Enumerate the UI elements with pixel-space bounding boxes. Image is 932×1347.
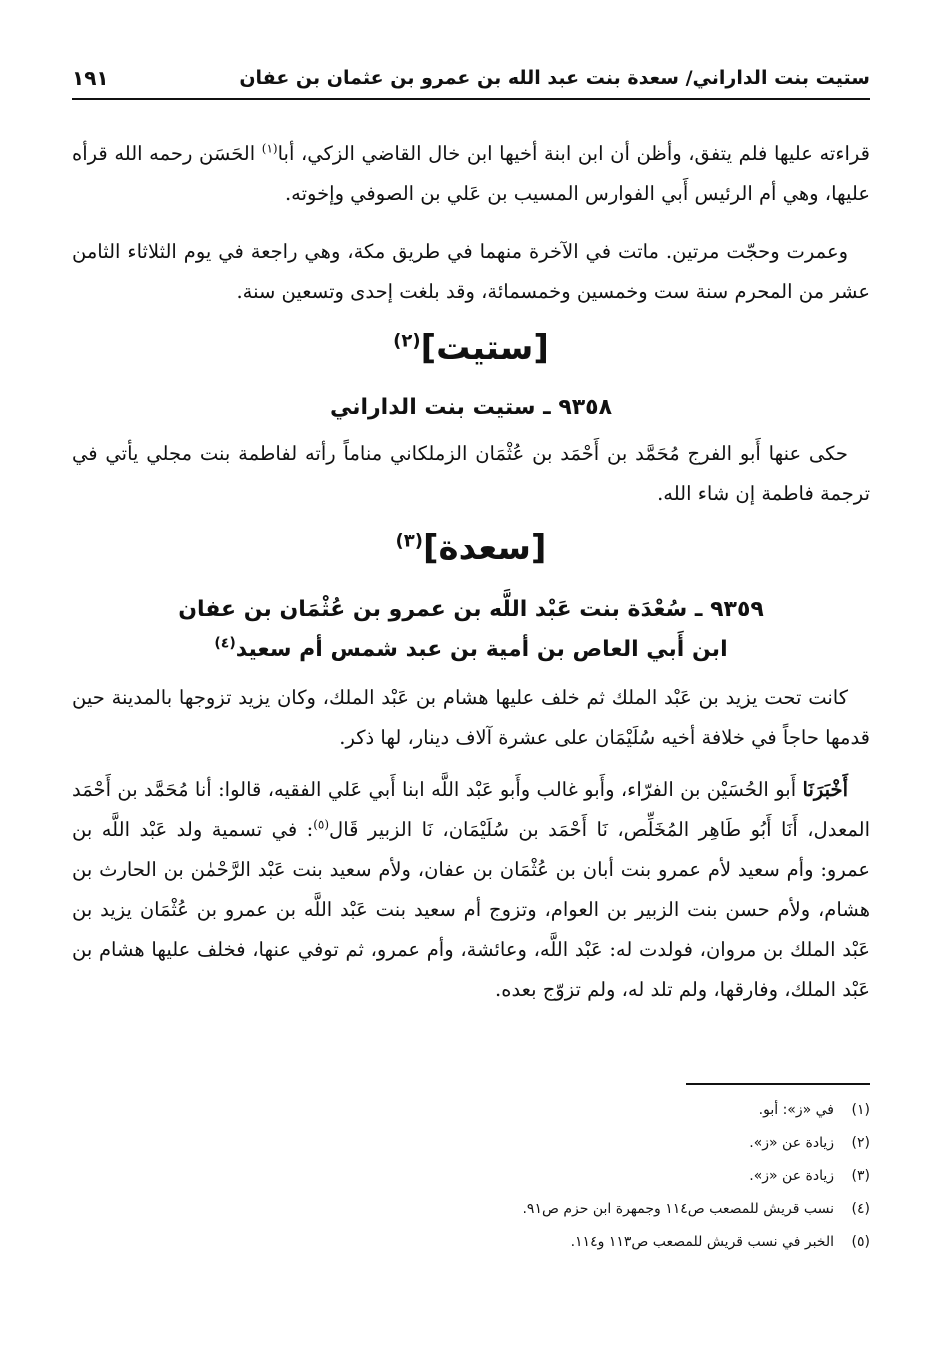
footnote-separator	[686, 1083, 870, 1085]
paragraph-entry-9359	[72, 678, 870, 758]
footnote	[72, 1226, 870, 1259]
footnote	[72, 1193, 870, 1226]
footnotes	[72, 1094, 870, 1259]
footnote-ref-4: (٤)	[214, 635, 236, 652]
footnote-ref-2: (٢)	[393, 330, 421, 352]
footnote	[72, 1094, 870, 1127]
footnote-ref-5: (٥)	[313, 817, 330, 832]
running-title: ستيت بنت الداراني/ سعدة بنت عبد الله بن عمرو بن عثمان بن عفان	[239, 67, 870, 89]
entry-heading-9358: ٩٣٥٨ ـ ستيت بنت الداراني	[329, 395, 613, 420]
paragraph-isnad	[72, 770, 870, 1010]
page-number: ١٩١	[72, 66, 109, 90]
section-title: [ستيت]	[420, 328, 549, 368]
footnote-number: (٤)	[851, 1201, 870, 1217]
paragraph-text-cont: الحَسَن رحمه الله قرأه عليها، وهي أم الرئيس أَبي الفوارس المسيب بن عَلي بن الصوفي وإخوته.	[72, 142, 870, 205]
footnote-text: زيادة عن «ز».	[749, 1135, 834, 1151]
paragraph-text: وعمرت وحجّت مرتين. ماتت في الآخرة منهما في طريق مكة، وهي راجعة في يوم الثلاثاء الثامن عشر من المحرم سنة ست وخمسين وخمسمائة، وقد بلغت إحدى وتسعين سنة.	[72, 240, 870, 303]
section-heading-sitit	[72, 328, 870, 368]
entry-heading-text: ابن أَبي العاص بن أمية بن عبد شمس أم سعيد	[235, 637, 728, 662]
footnote-number: (١)	[851, 1102, 870, 1118]
entry-heading-line-2	[72, 630, 870, 670]
paragraph-death	[72, 232, 870, 312]
paragraph-text: أَبو الحُسَيْن بن الفرّاء، وأَبو غالب وأَبو عَبْد اللَّه ابنا أَبي عَلي الفقيه، قالوا: أنا مُحَمَّد بن أَحْمَد المعدل، أَنَا أَبُو طَاهِر المُخَلِّص، نَا أَحْمَد بن سُلَيْمَان، نَا الزبير قَال	[72, 778, 870, 841]
paragraph-text: حكى عنها أَبو الفرج مُحَمَّد بن أَحْمَد بن عُثْمَان الزملكاني مناماً رأته لفاطمة بنت مجلي يأتي في ترجمة فاطمة إن شاء الله.	[72, 442, 870, 505]
footnote-text: في «ز»: أبو.	[758, 1102, 834, 1118]
paragraph-entry-9358	[72, 434, 870, 514]
footnote-ref-3: (٣)	[395, 530, 424, 552]
footnote-text: زيادة عن «ز».	[749, 1168, 834, 1184]
footnote	[72, 1127, 870, 1160]
footnote-ref-1: (١)	[261, 141, 278, 156]
footnote-text: الخبر في نسب قريش للمصعب ص١١٣ و١١٤.	[570, 1234, 834, 1250]
isnad-lead: أَخْبَرَنَا	[802, 778, 848, 801]
footnote-text: نسب قريش للمصعب ص١١٤ وجمهرة ابن حزم ص٩١.	[522, 1201, 834, 1217]
entry-heading-line-1: ٩٣٥٩ ـ سُعْدَة بنت عَبْد اللَّه بن عمرو بن عُثْمَان بن عفان	[178, 597, 764, 622]
section-title: [سعدة]	[423, 528, 547, 568]
footnote-number: (٥)	[851, 1234, 870, 1250]
entry-heading-9359	[72, 590, 870, 670]
paragraph-text-cont: : في تسمية ولد عَبْد اللَّه بن عمرو: وأم سعيد لأم عمرو بنت أبان بن عُثْمَان بن عفان، ولأم سعيد بنت عَبْد الرَّحْمٰن بن الحارث بن هشام، ولأم حسن بنت الزبير بن العوام، وتزوج أم سعيد بنت عَبْد اللَّه بن عمرو بن عُثْمَان يزيد بن عَبْد الملك بن مروان، فولدت له: عَبْد اللَّه، وعائشة، وأم عمرو، ثم توفي عنها، فخلف عليها هشام بن عَبْد الملك، وفارقها، ولم تلد له، ولم تزوّج بعده.	[72, 818, 870, 1001]
section-heading-saada	[72, 528, 870, 568]
paragraph-text: كانت تحت يزيد بن عَبْد الملك ثم خلف عليها هشام بن عَبْد الملك، وكان يزيد تزوجها بالمدينة حين قدمها حاجاً في خلافة أخيه سُلَيْمَان على عشرة آلاف دينار، لها ذكر.	[72, 686, 870, 749]
page-header	[72, 58, 870, 100]
footnote-number: (٣)	[851, 1168, 870, 1184]
footnote	[72, 1160, 870, 1193]
footnote-number: (٢)	[851, 1135, 870, 1151]
paragraph-text: قراءته عليها فلم يتفق، وأظن أن ابن ابنة أخيها ابن خال القاضي الزكي، أبا	[277, 142, 870, 165]
paragraph-continuation	[72, 134, 870, 214]
